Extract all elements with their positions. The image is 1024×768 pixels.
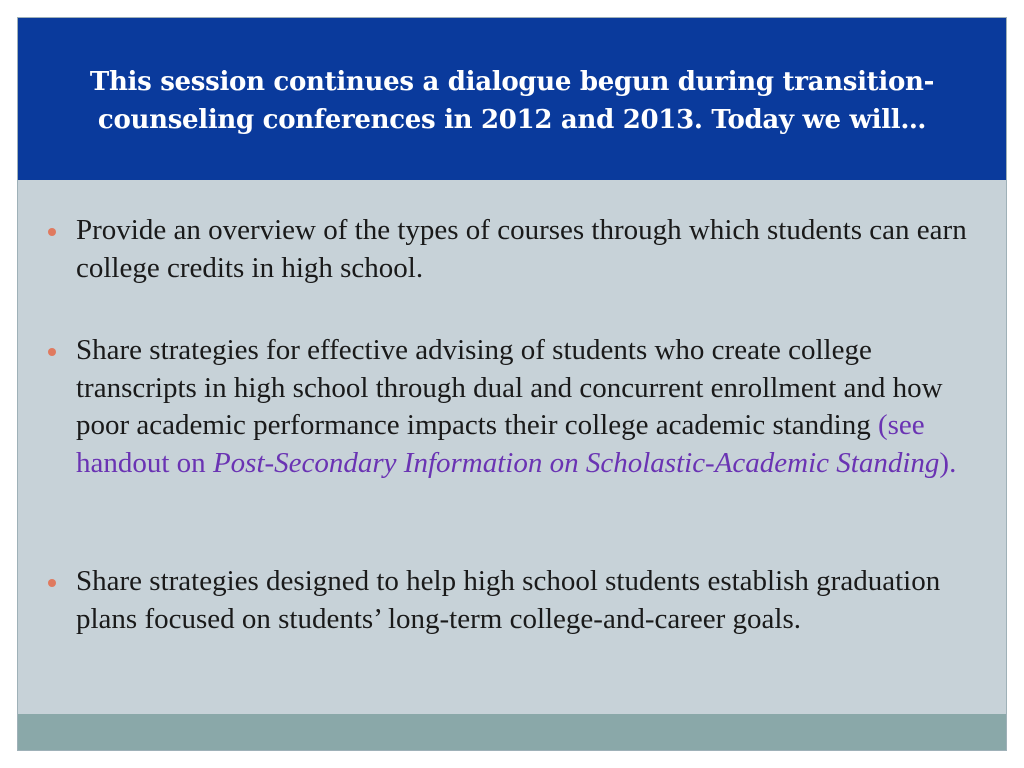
slide-title: This session continues a dialogue begun during transition-counseling conferences in 2012 and 2013. Today we will… bbox=[89, 67, 935, 135]
footer-band bbox=[18, 714, 1006, 750]
handout-note-open: (see handout on bbox=[76, 409, 925, 479]
slide bbox=[17, 17, 1007, 751]
bullet-text: Provide an overview of the types of courses through which students can earn college credits in high school. bbox=[76, 214, 967, 284]
bullet-text: Share strategies for effective advising of students who create college transcripts in high school through dual and concurrent enrollment and how poor academic performance impacts their college academic standing bbox=[76, 334, 943, 441]
handout-note-close: ). bbox=[939, 446, 957, 479]
title-band bbox=[18, 18, 1006, 180]
slide-content bbox=[18, 180, 1006, 716]
bullet-item bbox=[76, 563, 976, 638]
bullet-item bbox=[76, 332, 976, 482]
bullet-dot-icon bbox=[48, 228, 56, 236]
handout-title: Post-Secondary Information on Scholastic-Academic Standing bbox=[212, 446, 940, 479]
bullet-text: Share strategies designed to help high school students establish graduation plans focused on students’ long-term college-and-career goals. bbox=[76, 565, 941, 635]
bullet-item bbox=[76, 212, 976, 287]
bullet-dot-icon bbox=[48, 579, 56, 587]
bullet-dot-icon bbox=[48, 348, 56, 356]
